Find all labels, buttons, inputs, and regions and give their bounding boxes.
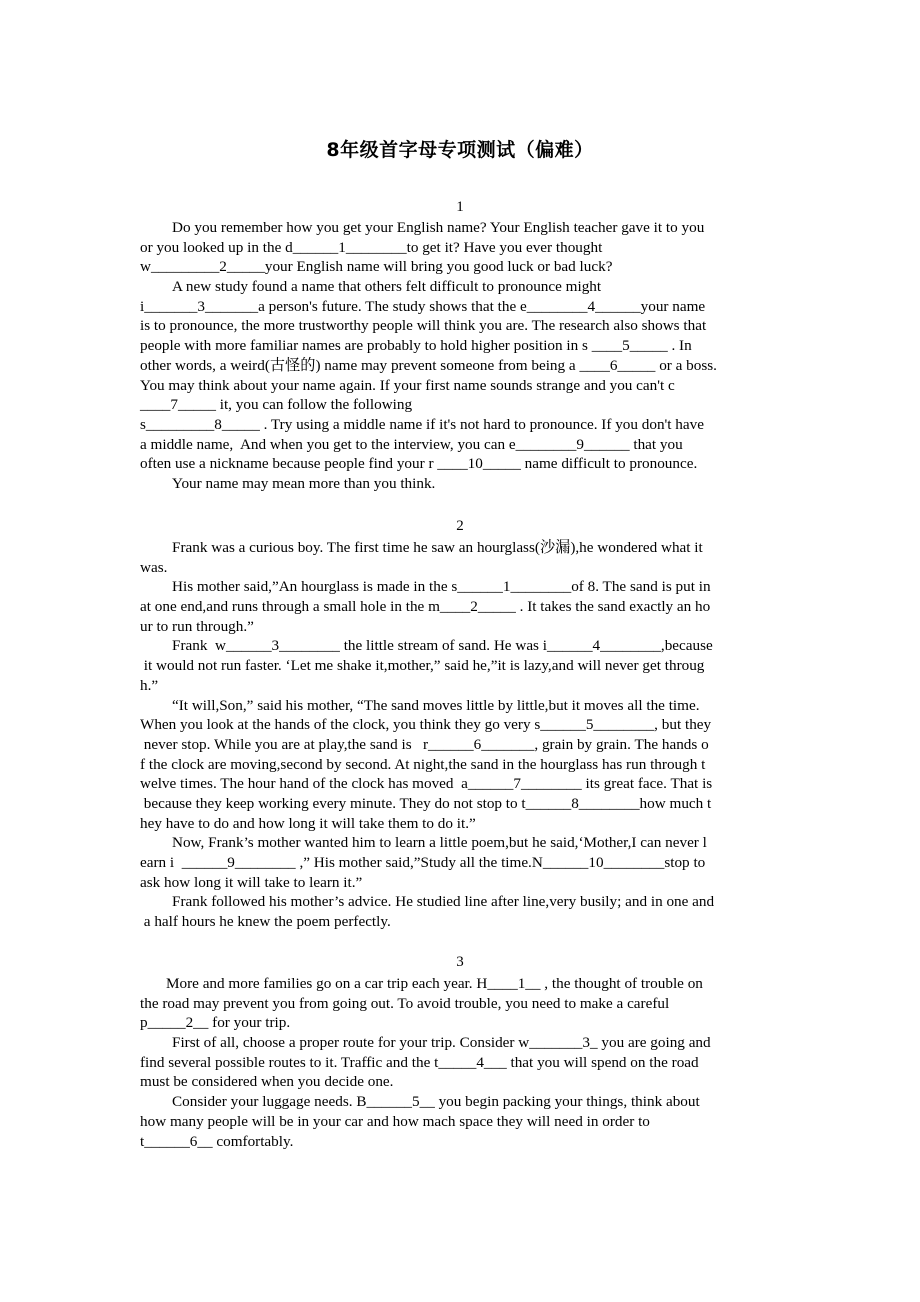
passage-1-line: often use a nickname because people find your r ____10_____ name difficult to pronounce. <box>140 455 698 473</box>
passage-1 <box>140 218 788 494</box>
passage-1-line: people with more familiar names are probably to hold higher position in s ____5_____ . In <box>140 337 692 355</box>
passage-2-line: Frank w______3________ the little stream of sand. He was i______4________,because <box>172 637 713 655</box>
passage-2-line: because they keep working every minute. They do not stop to t______8________how much t <box>140 794 712 812</box>
passage-2-line: at one end,and runs through a small hole in the m____2_____ . It takes the sand exactly an ho <box>140 598 711 616</box>
passage-2-line: His mother said,”An hourglass is made in the s______1________of 8. The sand is put in <box>172 578 711 596</box>
passage-2-number: 2 <box>456 518 464 534</box>
passage-2-line: welve times. The hour hand of the clock has moved a______7________ its great face. That is <box>140 775 713 793</box>
passage-3-line: how many people will be in your car and how mach space they will need in order to <box>140 1112 650 1130</box>
passage-3-line: More and more families go on a car trip each year. H____1__ , the thought of trouble on <box>166 975 703 992</box>
passage-2-line: never stop. While you are at play,the sand is r______6_______, grain by grain. The hands o <box>140 735 709 753</box>
passage-1-line: a middle name, And when you get to the interview, you can e________9______ that you <box>140 435 683 453</box>
passage-2-line: hey have to do and how long it will take them to do it.” <box>140 814 476 832</box>
passage-2-line: Frank followed his mother’s advice. He studied line after line,very busily; and in one and <box>172 893 715 911</box>
passage-3-line: find several possible routes to it. Traffic and the t_____4___ that you will spend on the road <box>140 1053 699 1071</box>
passage-2-line: Frank was a curious boy. The first time he saw an hourglass(沙漏),he wondered what it <box>172 539 703 556</box>
passage-2-line: ur to run through.” <box>140 617 254 635</box>
passage-2-line: a half hours he knew the poem perfectly. <box>140 913 391 931</box>
passage-3 <box>140 974 788 1151</box>
passage-1-number: 1 <box>456 199 464 215</box>
passage-1-line: other words, a weird(古怪的) name may prevent someone from being a ____6_____ or a boss. <box>140 356 717 374</box>
passage-1-line: s_________8_____ . Try using a middle name if it's not hard to pronounce. If you don't have <box>140 415 704 433</box>
passage-2-line: When you look at the hands of the clock, you think they go very s______5________, but they <box>140 716 712 734</box>
passage-2 <box>140 538 788 932</box>
passage-1-line: You may think about your name again. If your first name sounds strange and you can't c <box>140 376 675 394</box>
passage-3-line: the road may prevent you from going out. To avoid trouble, you need to make a careful <box>140 994 670 1012</box>
passage-2-line: “It will,Son,” said his mother, “The sand moves little by little,but it moves all the time. <box>172 696 700 714</box>
passage-3-line: First of all, choose a proper route for your trip. Consider w_______3_ you are going and <box>172 1034 711 1052</box>
passage-1-line: w_________2_____your English name will bring you good luck or bad luck? <box>140 258 613 276</box>
passage-1-line: is to pronounce, the more trustworthy people will think you are. The research also shows that <box>140 317 707 335</box>
passage-2-line: h.” <box>140 676 159 694</box>
passage-2-line: earn i ______9________ ,” His mother said,”Study all the time.N______10________stop to <box>140 854 706 871</box>
passage-1-line: i_______3_______a person's future. The study shows that the e________4______your name <box>140 297 706 315</box>
passage-2-line: was. <box>140 558 168 576</box>
passage-3-line: t______6__ comfortably. <box>140 1132 294 1150</box>
passage-2-line: it would not run faster. ‘Let me shake it,mother,” said he,”it is lazy,and will never get throug <box>140 657 705 675</box>
passage-2-line: ask how long it will take to learn it.” <box>140 873 363 891</box>
passage-1-line: Your name may mean more than you think. <box>172 474 436 492</box>
passage-2-line: f the clock are moving,second by second. At night,the sand in the hourglass has run through t <box>140 755 706 773</box>
passage-3-line: p_____2__ for your trip. <box>140 1014 291 1032</box>
page-title: 8年级首字母专项测试（偏难） <box>326 139 594 161</box>
passage-2-line: Now, Frank’s mother wanted him to learn a little poem,but he said,‘Mother,I can never l <box>172 834 707 852</box>
passage-1-line: Do you remember how you get your English name? Your English teacher gave it to you <box>172 219 705 236</box>
passage-1-line: ____7_____ it, you can follow the following <box>140 396 413 414</box>
passage-3-line: must be considered when you decide one. <box>140 1073 394 1091</box>
passage-1-line: or you looked up in the d______1________to get it? Have you ever thought <box>140 238 603 256</box>
passage-1-line: A new study found a name that others felt difficult to pronounce might <box>172 278 602 296</box>
passage-3-number: 3 <box>456 954 464 970</box>
passage-3-line: Consider your luggage needs. B______5__ you begin packing your things, think about <box>172 1093 700 1111</box>
